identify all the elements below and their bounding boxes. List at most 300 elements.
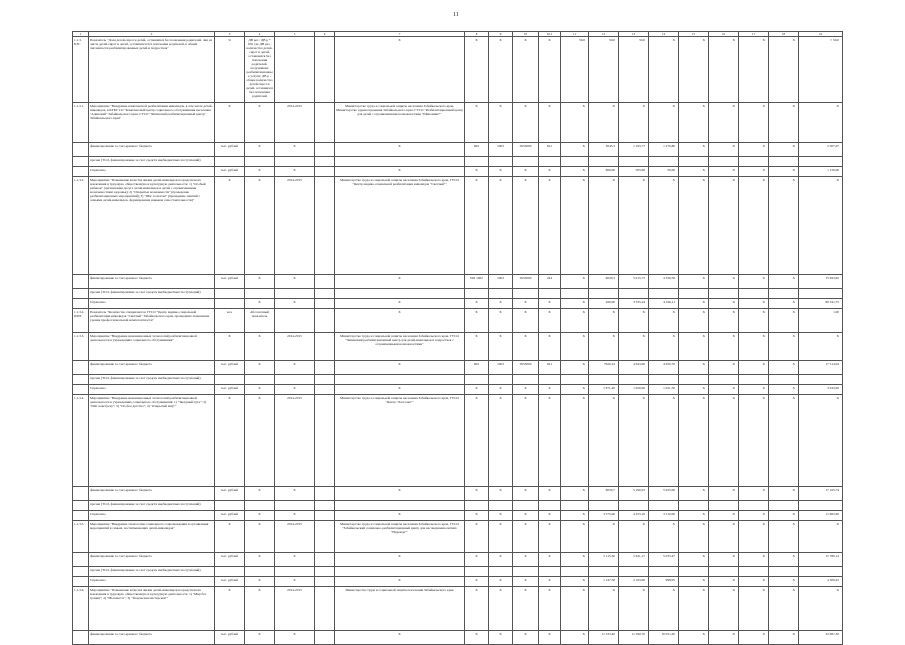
name-cell: Мероприятие "Внедрение инновационных технологий реабилитационной деятельности в учреждениях социального обслуживания: 1) "Звездный путь"; 2) "Шаг навстречу"; 3) "Особое детство"; 4) "Открытый мир"" [89,395,215,487]
name-cell: финансирование за счет краевого бюджета [89,143,215,157]
value-cell: X [513,511,539,521]
executor-cell: Министерство труда и социальной защиты населения Забайкальского края [335,587,465,631]
blank-cell [315,521,335,553]
empty-cell [799,501,843,511]
value-cell: X [709,167,739,177]
blank-cell [315,177,335,275]
value-cell: X [465,521,489,553]
table-row [73,501,843,511]
period-cell [275,37,315,103]
empty-cell [739,157,769,167]
value-cell: X [465,37,489,103]
formula-cell: X [245,299,275,309]
period-cell: 2014-2015 [275,177,315,275]
table-row [73,333,843,361]
value-cell: X [589,309,619,333]
blank-cell [315,143,335,157]
value-cell: X [679,631,709,645]
code-cell [73,385,89,395]
empty-cell [315,375,335,385]
value-cell: X [513,309,539,333]
value-cell: X [513,167,539,177]
value-cell: X [513,487,539,501]
empty-cell [315,157,335,167]
table-row [73,375,843,385]
table-row [73,577,843,587]
value-cell: 17 514,04 [799,361,843,375]
value-cell: X [489,511,513,521]
value-cell: 11 333,40 [589,631,619,645]
empty-cell [739,501,769,511]
value-cell: 1 150,00 [799,167,843,177]
code-cell [73,143,89,157]
empty-cell [799,289,843,299]
unit-cell: чел. [215,309,245,333]
empty-cell [335,375,465,385]
value-cell: X [739,577,769,587]
empty-cell [769,157,799,167]
blank-cell [315,577,335,587]
empty-cell [619,289,649,299]
name-cell: Мероприятие "Повышение качества жизни детей-инвалидов посредством их вовлечения в трудовую, общественную и культурную деятельность: 1) "Мир без границ"; 2) "Мы вместе"; 3) "Творческая мастерская"" [89,587,215,631]
value-cell: 5 015,73 [619,275,649,289]
value-cell: X [465,577,489,587]
empty-cell [619,157,649,167]
header-cell: 7 [335,32,465,37]
empty-cell [315,501,335,511]
code-cell [73,167,89,177]
value-cell: X [619,333,649,361]
value-cell: X [465,167,489,177]
executor-cell: X [335,577,465,587]
value-cell: 11 596,70 [619,631,649,645]
table-row [73,521,843,553]
value-cell: X [709,143,739,157]
value-cell: X [465,177,489,275]
name-cell: прочие (ТСО, финансирование за счет средств внебюджетных поступлений) [89,567,215,577]
empty-cell [589,375,619,385]
blank-cell [315,333,335,361]
code-cell: 1.1.3.2. ПМТ [73,309,89,333]
executor-cell: X [335,631,465,645]
name-cell: прочие (ТСО, финансирование за счет средств внебюджетных поступлений) [89,501,215,511]
unit-cell: X [215,521,245,553]
value-cell: 998,95 [649,577,679,587]
value-cell: X [739,395,769,487]
empty-cell [561,289,589,299]
name-cell: финансирование за счет краевого бюджета [89,487,215,501]
value-cell: X [709,577,739,587]
table-row [73,177,843,275]
value-cell: X [619,521,649,553]
value-cell: X [769,167,799,177]
code-cell [73,487,89,501]
value-cell: X [619,587,649,631]
blank-cell [315,275,335,289]
empty-cell [245,289,275,299]
header-cell: 5 [275,32,315,37]
value-cell: X [489,103,513,143]
value-cell: 244 [539,275,561,289]
executor-cell: Министерство труда и социальной защиты населения Забайкальского края, ГУСО "Читинский реабилитационный центр для детей-инвалидов и подростков с ограниченными возможностями" [335,333,465,361]
value-cell: X [465,553,489,567]
value-cell: X [679,177,709,275]
code-cell: 1.1.3.5. [73,521,89,553]
table-row [73,631,843,645]
empty-cell [709,157,739,167]
empty-cell [215,157,245,167]
value-cell: X [709,299,739,309]
value-cell: X [489,299,513,309]
value-cell: 5053000 [513,275,539,289]
empty-cell [769,501,799,511]
code-cell [73,553,89,567]
value-cell: X [539,177,561,275]
value-cell: X [539,385,561,395]
value-cell: X [561,167,589,177]
period-cell [275,309,315,333]
value-cell: X [739,309,769,333]
value-cell: X [769,631,799,645]
value-cell: X [679,385,709,395]
value-cell: X [489,577,513,587]
table-row [73,143,843,157]
value-cell: 50,00 [649,167,679,177]
executor-cell: X [335,511,465,521]
value-cell: 15 493,62 [799,275,843,289]
value-cell: X [649,309,679,333]
empty-cell [679,375,709,385]
executor-cell: Министерство труда и социальной защиты населения Забайкальского края, ГУСО "Забайкальский социально-реабилитационный центр для несовершеннолетних "Надежда"" [335,521,465,553]
value-cell: 5 115,50 [589,553,619,567]
empty-cell [513,501,539,511]
code-cell [73,157,89,167]
value-cell: X [799,521,843,553]
value-cell: 6020,3 [589,275,619,289]
empty-cell [245,375,275,385]
value-cell: 3 335,24 [619,299,649,309]
unit-cell: X [215,395,245,487]
value-cell: X [649,521,679,553]
empty-cell [465,375,489,385]
name-cell: Справочно [89,385,215,395]
value-cell: X [465,299,489,309]
period-cell: X [275,275,315,289]
formula-cell: X [245,577,275,587]
value-cell: X [679,577,709,587]
value-cell: X [709,385,739,395]
formula-cell: X [245,275,275,289]
value-cell: X [513,577,539,587]
name-cell: Мероприятие "Внедрение комплексной реабилитации инвалидов, в том числе детей-инвалидов, в КГБУ СО "Комплексный центр социального обслуживания населения "Ачинский" Забайкальского края, ГУСО "Читинский реабилитационный центр" Забайкальского края" [89,103,215,143]
value-cell: 1 871,40 [589,385,619,395]
value-cell: X [539,395,561,487]
empty-cell [589,289,619,299]
empty-cell [275,567,315,577]
period-cell: X [275,299,315,309]
header-cell: 2 [89,32,215,37]
header-cell: 3 [215,32,245,37]
value-cell: 5 033,47 [649,553,679,567]
value-cell: X [561,333,589,361]
value-cell: 7620,24 [589,361,619,375]
empty-cell [799,157,843,167]
value-cell: X [489,553,513,567]
empty-cell [215,375,245,385]
empty-cell [335,157,465,167]
unit-cell: тыс. рублей [215,167,245,177]
unit-cell: тыс. рублей [215,275,245,289]
value-cell: X [561,385,589,395]
unit-cell: X [215,587,245,631]
code-cell: 1.1.3.6. [73,587,89,631]
empty-cell [799,375,843,385]
value-cell: X [709,177,739,275]
empty-cell [709,289,739,299]
code-cell [73,299,89,309]
unit-cell: тыс. рублей [215,511,245,521]
empty-cell [465,289,489,299]
value-cell: X [589,103,619,143]
value-cell: X [799,587,843,631]
executor-cell: Министерство труда и социальной защиты населения Забайкальского края, ГУСО "Центр медико-социальной реабилитации инвалидов "Светлый"" [335,177,465,275]
blank-cell [315,309,335,333]
value-cell: 1003 [489,275,513,289]
value-cell: X [709,587,739,631]
table-row [73,587,843,631]
value-cell: 1,00 [799,309,843,333]
empty-cell [561,375,589,385]
empty-cell [513,567,539,577]
value-cell: X [769,487,799,501]
period-cell: X [275,553,315,567]
value-cell: 621 [539,143,561,157]
empty-cell [215,289,245,299]
formula-cell: Абсолютный показатель [245,309,275,333]
executor-cell: Министерство труда и социальной защиты населения Забайкальского края, ГУСО "Центр "Ласточка"" [335,395,465,487]
empty-cell [619,375,649,385]
code-cell: 1.1.3. БЭС [73,37,89,103]
blank-cell [315,385,335,395]
unit-cell: X [215,103,245,143]
formula-cell: X [245,143,275,157]
value-cell: X [489,167,513,177]
value-cell: 3 575,00 [589,511,619,521]
table-body [73,32,843,645]
empty-cell [513,289,539,299]
value-cell: > 50,0 [799,37,843,103]
unit-cell [215,299,245,309]
value-cell: X [709,309,739,333]
value-cell: X [561,587,589,631]
value-cell: 6050,7 [589,487,619,501]
table-row [73,511,843,521]
value-cell: 89 341,75 [799,299,843,309]
value-cell: 002 1002 [465,275,489,289]
value-cell: X [679,333,709,361]
value-cell: X [513,299,539,309]
period-cell: 2014-2015 [275,395,315,487]
code-cell [73,275,89,289]
blank-cell [315,361,335,375]
value-cell: 4 166,11 [649,299,679,309]
empty-cell [679,157,709,167]
value-cell: X [679,103,709,143]
value-cell: X [489,487,513,501]
code-cell [73,289,89,299]
value-cell: X [539,103,561,143]
empty-cell [649,375,679,385]
empty-cell [709,375,739,385]
value-cell: X [709,631,739,645]
value-cell: X [539,309,561,333]
value-cell: X [561,143,589,157]
empty-cell [679,501,709,511]
blank-cell [315,487,335,501]
value-cell: X [561,631,589,645]
value-cell: 3043,3 [589,143,619,157]
value-cell: X [679,395,709,487]
empty-cell [275,375,315,385]
header-cell: 8 [465,32,489,37]
name-cell: прочие (ТСО, финансирование за счет средств внебюджетных поступлений) [89,289,215,299]
blank-cell [315,167,335,177]
value-cell: 002 [465,143,489,157]
value-cell: X [739,385,769,395]
table-row [73,487,843,501]
empty-cell [513,157,539,167]
formula-cell: X [245,361,275,375]
value-cell: X [679,521,709,553]
value-cell: X [739,143,769,157]
value-cell: X [679,553,709,567]
value-cell: X [539,37,561,103]
empty-cell [769,567,799,577]
value-cell: 15 780,14 [799,553,843,567]
empty-cell [649,567,679,577]
value-cell: X [769,103,799,143]
value-cell: X [489,587,513,631]
value-cell: X [489,395,513,487]
value-cell: X [799,395,843,487]
value-cell: 002 [465,361,489,375]
name-cell: прочие (ТСО, финансирование за счет средств внебюджетных поступлений) [89,157,215,167]
value-cell: 621 [539,361,561,375]
value-cell: 606,00 [589,167,619,177]
name-cell: Мероприятие "Повышение качества жизни детей-инвалидов посредством их вовлечения в трудовую, общественную и культурную деятельность: 1) "Особый ребенок" (организация досуга детей-инвалидов и детей с ограниченными возможностями здоровья); 2) "Открытые возможности" (проведение реабилитационных мероприятий); 3) "Шаг за шагом" (проведение занятий с семьями детей-инвалидов, формирование навыков самостоятельности)" [89,177,215,275]
empty-cell [315,567,335,577]
formula-cell: X [245,587,275,631]
executor-cell: X [335,553,465,567]
value-cell: X [589,333,619,361]
value-cell: X [465,487,489,501]
empty-cell [679,567,709,577]
value-cell: X [513,103,539,143]
value-cell: 505,90 [619,167,649,177]
name-cell: Справочно [89,167,215,177]
formula-cell: X [245,631,275,645]
unit-cell: % [215,37,245,103]
value-cell: X [769,275,799,289]
value-cell: X [561,299,589,309]
value-cell: X [561,487,589,501]
value-cell: X [465,587,489,631]
name-cell: Мероприятие "Внедрение технологии социального сопровождения и организация мероприятий в семьях, воспитывающих детей-инвалидов" [89,521,215,553]
formula-cell: X [245,521,275,553]
code-cell [73,567,89,577]
value-cell: X [739,631,769,645]
value-cell: X [539,631,561,645]
value-cell: X [739,37,769,103]
header-cell: 10.1 [539,32,561,37]
value-cell: X [513,521,539,553]
value-cell: 32 981,30 [799,631,843,645]
blank-cell [315,395,335,487]
value-cell: 1 021,50 [649,385,679,395]
empty-cell [561,501,589,511]
blank-cell [315,37,335,103]
empty-cell [539,567,561,577]
value-cell: X [709,333,739,361]
header-cell: 16 [709,32,739,37]
header-cell: 13 [619,32,649,37]
table-row [73,361,843,375]
empty-cell [619,501,649,511]
empty-cell [275,289,315,299]
unit-cell: тыс. рублей [215,143,245,157]
value-cell: X [709,521,739,553]
header-cell: 15 [679,32,709,37]
blank-cell [315,587,335,631]
empty-cell [799,567,843,577]
value-cell: X [489,333,513,361]
period-cell: X [275,631,315,645]
table-row [73,103,843,143]
name-cell: Справочно [89,577,215,587]
value-cell: 2 163,00 [619,577,649,587]
value-cell: 4 943,00 [619,361,649,375]
value-cell: X [539,521,561,553]
value-cell: X [799,103,843,143]
table-row [73,37,843,103]
value-cell: X [561,521,589,553]
value-cell: 1 270,80 [649,143,679,157]
value-cell: X [769,143,799,157]
value-cell: X [489,521,513,553]
period-cell: X [275,577,315,587]
code-cell [73,511,89,521]
value-cell: 290,00 [589,299,619,309]
executor-cell: X [335,361,465,375]
value-cell: X [465,333,489,361]
table-row [73,157,843,167]
value-cell: X [513,553,539,567]
empty-cell [489,567,513,577]
value-cell: X [649,177,679,275]
header-cell: 11 [561,32,589,37]
period-cell: 2014-2015 [275,333,315,361]
value-cell: X [513,37,539,103]
unit-cell: тыс. рублей [215,577,245,587]
name-cell: финансирование за счет краевого бюджета [89,275,215,289]
header-cell: 18 [769,32,799,37]
executor-cell: Министерство труда и социальной защиты населения Забайкальского края, Министерство здравоохранения Забайкальского края, ГУСО "Реабилитационный центр для детей с ограниченными возможностями "Шиповник"" [335,103,465,143]
empty-cell [489,375,513,385]
value-cell: X [465,631,489,645]
executor-cell: X [335,275,465,289]
formula-cell: X [245,511,275,521]
value-cell: X [561,309,589,333]
